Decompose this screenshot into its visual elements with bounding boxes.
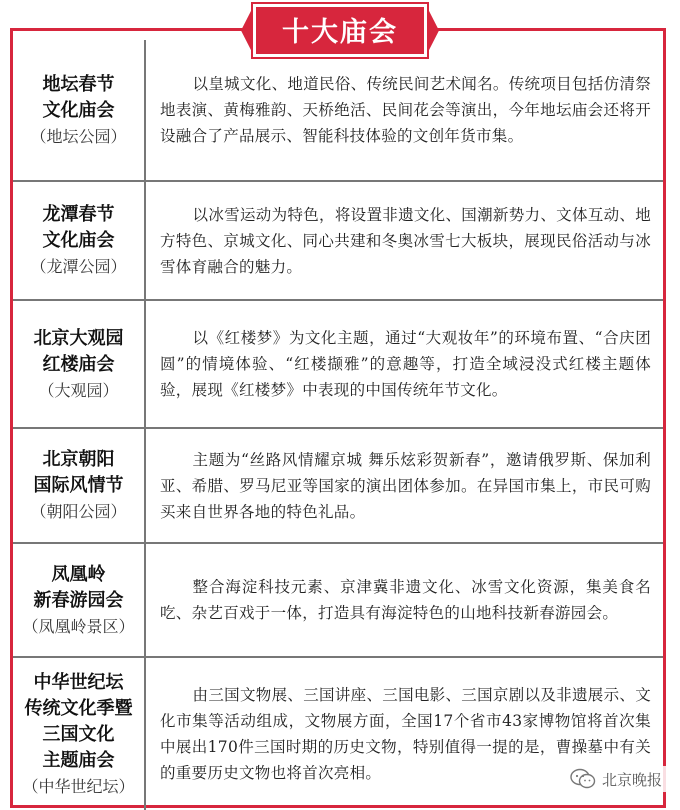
source-watermark (566, 766, 666, 792)
fair-name: 地坛春节 (42, 73, 115, 95)
page-title: 十大庙会 (253, 4, 427, 57)
fair-description: 整合海淀科技元素、京津冀非遗文化、冰雪文化资源，集美食名吃、杂艺百戏于一体，打造具有海淀特色的山地科技新春游园会。 (160, 578, 651, 622)
table-row (13, 301, 663, 429)
fair-name-cell (13, 182, 146, 299)
fair-description: 以皇城文化、地道民俗、传统民间艺术闻名。传统项目包括仿清祭地表演、黄梅雅韵、天桥绝活、民间花会等演出，今年地坛庙会还将开设融合了产品展示、智能科技体验的文创年货市集。 (160, 75, 651, 145)
fair-description: 以冰雪运动为特色，将设置非遗文化、国潮新势力、文体互动、地方特色、京城文化、同心共建和冬奥冰雪七大板块，展现民俗活动与冰雪体育融合的魅力。 (160, 205, 651, 276)
fair-description: 以《红楼梦》为文化主题，通过“大观妆年”的环境布置、“合庆团圆”的情境体验、“红楼撷雅”的意趣等，打造全域浸没式红楼主题体验，展现《红楼梦》中表现的中国传统年节文化。 (160, 329, 651, 399)
fair-venue: （朝阳公园） (30, 502, 127, 521)
fair-name-cell (13, 544, 146, 656)
fair-name: 北京大观园 (33, 327, 124, 349)
temple-fair-table (13, 40, 663, 810)
table-row (13, 544, 663, 658)
fair-description-cell (146, 182, 663, 299)
fair-name: 文化庙会 (42, 230, 115, 251)
table-row (13, 182, 663, 301)
fair-description-cell (146, 301, 663, 427)
fair-venue: （地坛公园） (30, 126, 127, 146)
fair-name: 传统文化季暨 (24, 697, 133, 719)
wechat-icon (570, 768, 596, 790)
fair-name: 国际风情节 (33, 475, 124, 496)
fair-name: 主题庙会 (42, 749, 115, 771)
fair-name: 凤凰岭 (51, 563, 106, 585)
fair-name: 龙潭春节 (42, 204, 115, 225)
fair-description-cell (146, 40, 663, 180)
fair-name-cell (13, 40, 146, 180)
fair-name-cell (13, 429, 146, 542)
fair-name-cell (13, 301, 146, 427)
fair-description-cell (146, 544, 663, 656)
fair-description: 主题为“丝路风情耀京城 舞乐炫彩贺新春”，邀请俄罗斯、保加利亚、希腊、罗马尼亚等国家的演出团体参加。在异国市集上，市民可购买来自世界各地的特色礼品。 (160, 450, 651, 521)
fair-name: 红楼庙会 (42, 353, 115, 375)
fair-name: 文化庙会 (42, 99, 115, 121)
fair-name-cell (13, 658, 146, 810)
fair-name: 北京朝阳 (42, 449, 115, 470)
fair-name: 三国文化 (42, 723, 115, 745)
table-row (13, 429, 663, 544)
fair-description: 由三国文物展、三国讲座、三国电影、三国京剧以及非遗展示、文化市集等活动组成，文物展方面，全国17个省市43家博物馆将首次集中展出170件三国时期的历史文物，特别值得一提的是，曹操墓中有关的重要历史文物也将首次亮相。 (160, 686, 651, 782)
table-row (13, 40, 663, 182)
fair-venue: （中华世纪坛） (22, 776, 135, 796)
fair-venue: （凤凰岭景区） (22, 616, 135, 636)
fair-description-cell (146, 429, 663, 542)
watermark-text: 北京晚报 (601, 770, 662, 789)
fair-name: 中华世纪坛 (33, 671, 124, 693)
fair-venue: （龙潭公园） (30, 257, 127, 276)
fair-name: 新春游园会 (33, 589, 124, 611)
fair-venue: （大观园） (38, 380, 119, 400)
